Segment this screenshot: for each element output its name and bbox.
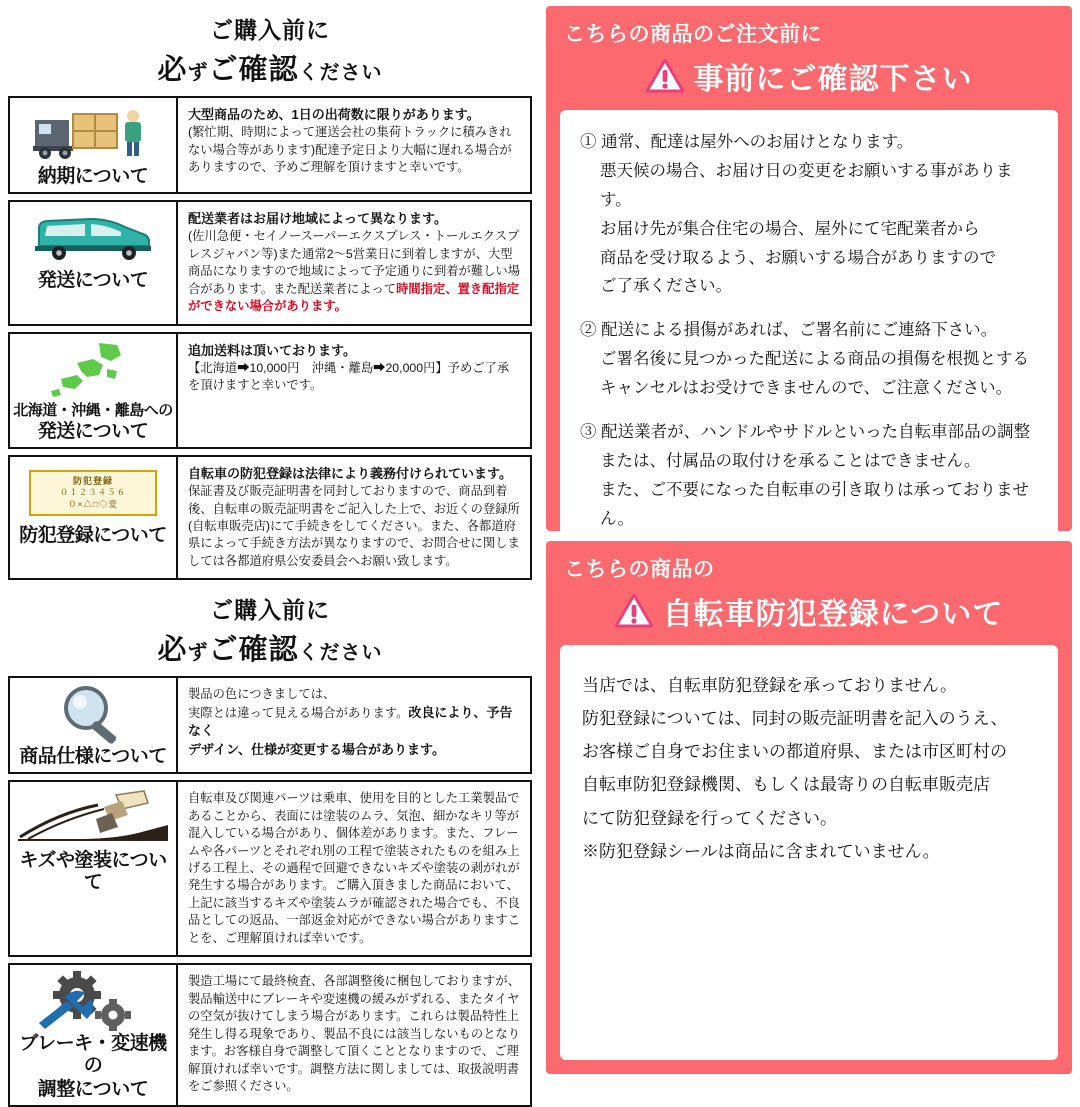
- row-text: [178, 334, 530, 447]
- item-line: 通常、配達は屋外へのお届けとなります。: [601, 133, 914, 151]
- order-notice-panel: [546, 6, 1072, 531]
- row-icon-cell: [10, 965, 178, 1105]
- row-label: 発送について: [37, 269, 149, 291]
- item-line: 配送による損傷があれば、ご署名前にご連絡下さい。: [601, 321, 998, 340]
- list-item: [580, 418, 1038, 534]
- japan-map-icon: [47, 340, 139, 400]
- warning-icon: [646, 59, 684, 93]
- row-text-line1: 製品の色につきましては、: [188, 687, 336, 702]
- item-line: お届け先が集合住宅の場合、屋外にて宅配業者から: [600, 219, 980, 238]
- row-icon-cell: [10, 98, 178, 192]
- heading1-su: ず: [187, 62, 209, 84]
- sticker-art: [29, 470, 157, 516]
- row-text-bold1: 改良により、予告なく: [188, 704, 513, 739]
- heading2-kakunin: ご確認: [208, 634, 299, 667]
- row-label: 納期について: [37, 166, 149, 187]
- row-text-body: 自転車及び関連パーツは乗車、使用を目的とした工業製品であることから、表面には塗装のムラ、気泡、細かなキリ等が混入している場合があり、個体差があります。また、フレームや各パーツとそれぞれ別の工程で塗装されたものを組み上げる工程上、その過程で回避できないキズや塗装の剥がれが発生する場合があります。ご購入頂きました商品において、上記に該当するキズや塗装ムラが確認された場合でも、不良品としての返品、一部返金対応ができない場合がありますことを、ご理解頂ければ幸いです。: [188, 791, 521, 945]
- panel2-line: ※防犯登録シールは商品に含まれていません。: [582, 841, 940, 861]
- panel2-line: 当店では、自転車防犯登録を承っておりません。: [582, 676, 958, 695]
- item-number: ①: [580, 133, 597, 151]
- left-heading-2: [8, 586, 532, 676]
- item-line: 配送業者が、ハンドルやサドルといった自転車部品の調整: [601, 422, 1031, 441]
- row-text-body: 保証書及び販売証明書を同封しておりますので、商品到着後、自転車の販売証明書をご記入した上で、お近くの登録所(自転車販売店)にて手続きをしてください。また、各都道府県によって手続き方法が異なりますので、お問合せに関しましては各都道府県公安委員会へお願い致します。: [188, 484, 520, 568]
- heading1-kakunin: ご確認: [208, 54, 299, 86]
- list-item: [8, 332, 532, 449]
- heading2-line2: [8, 627, 532, 668]
- item-line: 悪天候の場合、お届け日の変更をお願いする事があります。: [600, 161, 1013, 209]
- panel1-body: [560, 110, 1058, 566]
- item-lead: [580, 316, 1038, 345]
- row-icon-cell: [10, 782, 178, 955]
- row-text-red: 時間指定、置き配指定ができない場合があります。: [188, 281, 520, 314]
- row-icon-cell: [10, 457, 178, 579]
- row-icon-cell: [10, 678, 178, 772]
- panel1-list: [580, 128, 1038, 533]
- row-label: 発送について: [37, 420, 149, 442]
- row-label-small: 北海道・沖縄・離島への: [13, 401, 173, 419]
- heading1-line1: ご購入前に: [210, 17, 330, 43]
- heading1-kudasai: ください: [298, 62, 383, 84]
- row-text-bold: 配送業者はお届け地域によって異なります。: [188, 210, 447, 226]
- left-heading-1: [8, 6, 532, 96]
- row-label: 商品仕様について: [19, 746, 167, 768]
- item-line: ご署名後に見つかった配送による商品の損傷を根拠とする: [600, 350, 1029, 369]
- item-line: または、付属品の取付けを承ることはできません。: [600, 451, 981, 470]
- panel1-banner-text: 事前にご確認下さい: [693, 63, 973, 96]
- item-number: ③: [580, 422, 597, 441]
- left-column: [0, 0, 540, 1100]
- row-label-line2: 調整について: [37, 1078, 149, 1100]
- row-text: [178, 965, 530, 1105]
- panel2-title: こちらの商品の: [564, 558, 715, 581]
- sticker-line3: ０×△□◇愛: [67, 498, 119, 509]
- list-item: [580, 128, 1038, 301]
- item-line: また、ご不要になった自転車の引き取りは承っておりません。: [600, 480, 1029, 528]
- heading2-su: ず: [187, 642, 209, 665]
- heading1-kanji-hitsu: 必: [157, 54, 188, 86]
- van-icon: [33, 208, 153, 268]
- heading2-kudasai: ください: [298, 642, 383, 665]
- row-text: [178, 457, 530, 579]
- row-text: [178, 782, 530, 955]
- truck-icon: [33, 104, 153, 164]
- row-text-bold2: デザイン、仕様が変更する場合があります。: [188, 741, 446, 757]
- list-item: [8, 200, 532, 326]
- row-text-bold: 追加送料は頂いております。: [188, 342, 356, 358]
- warning-icon: [615, 594, 653, 628]
- row-text: [178, 678, 530, 772]
- row-text: [178, 202, 530, 324]
- heading2-kanji-hitsu: 必: [157, 634, 188, 667]
- panel2-body: [560, 645, 1058, 1060]
- panel2-line: 自転車防犯登録機関、もしくは最寄りの自転車販売店: [582, 775, 990, 795]
- row-icon-cell: [10, 334, 178, 447]
- paint-brush-icon: [18, 788, 168, 848]
- panel2-line: 防犯登録については、同封の販売証明書を記入のうえ、: [582, 709, 1008, 729]
- list-item: [8, 96, 532, 194]
- gears-wrench-icon: [33, 971, 153, 1031]
- row-text-bold: 自転車の防犯登録は法律により義務付けられています。: [188, 465, 512, 481]
- magnifier-icon: [50, 684, 136, 744]
- item-lead: [580, 418, 1038, 447]
- right-column: [540, 0, 1080, 1080]
- item-number: ②: [580, 321, 597, 340]
- item-line: キャンセルはお受けできませんので、ご注意ください。: [600, 379, 1013, 397]
- row-label-line1: ブレーキ・変速機の: [19, 1033, 167, 1077]
- row-text-bold: 大型商品のため、1日の出荷数に限りがあります。: [188, 107, 480, 122]
- list-item: [8, 963, 532, 1107]
- panel2-banner-text: 自転車防犯登録について: [662, 598, 1004, 631]
- heading2-line1: ご購入前に: [210, 597, 330, 624]
- list-item: [8, 455, 532, 581]
- heading1-line2: [8, 47, 532, 88]
- panel1-title: こちらの商品のご注文前に: [564, 23, 822, 46]
- row-text-body: 【北海道➡10,000円 沖縄・離島➡20,000円】予めご了承を頂けますと幸いです。: [188, 361, 510, 393]
- row-text: [178, 98, 530, 192]
- row-text-body: (繁忙期、時期によって運送会社の集荷トラックに積みきれない場合等があります)配達予定日より大幅に遅れる場合がありますので、予めご理解を頂けますと幸いです。: [188, 125, 512, 175]
- item-lead: [580, 128, 1038, 157]
- panel2-line: にて防犯登録を行ってください。: [582, 808, 837, 828]
- list-item: [8, 676, 532, 774]
- row-label: キズや塗装について: [19, 850, 167, 894]
- list-item: [8, 780, 532, 957]
- row-icon-cell: [10, 202, 178, 324]
- panel2-line: お客様ご自身でお住まいの都道府県、または市区町村の: [582, 742, 1007, 762]
- sticker-line2: ０１２３４５６: [59, 487, 127, 498]
- registration-sticker-icon: [29, 463, 157, 523]
- item-line: 商品を受け取るよう、お願いする場合がありますので: [600, 248, 996, 267]
- sticker-line1: 防犯登録: [72, 475, 113, 486]
- row-text-line2: 実際とは違って見える場合があります。: [188, 705, 409, 720]
- row-label: 防犯登録について: [19, 524, 167, 546]
- row-text-body: (佐川急便・セイノースーパーエクスプレス・トールエクスプレスジャパン等)また通常2～5営業日に到着しますが、大型商品になりますので地域によって予定通りに到着が難しい場合があります。また配送業者によって: [188, 229, 521, 296]
- panel1-banner: [560, 54, 1058, 98]
- bicycle-registration-panel: [546, 541, 1072, 1074]
- row-text-body: 製造工場にて最終検査、各部調整後に梱包しておりますが、製品輸送中にブレーキや変速機の緩みがずれる、またタイヤの空気が抜けてしまう場合があります。これらは製品特性上発生し得る現象であり、製品不良には該当しないものとなります。お客様自身で調整して頂くこととなりますので、ご理解頂ければ幸いです。調整方法に関しましては、取扱説明書をご参照ください。: [188, 974, 521, 1094]
- item-line: ご了承ください。: [600, 277, 732, 296]
- list-item: [580, 316, 1038, 403]
- panel2-banner: [560, 589, 1058, 633]
